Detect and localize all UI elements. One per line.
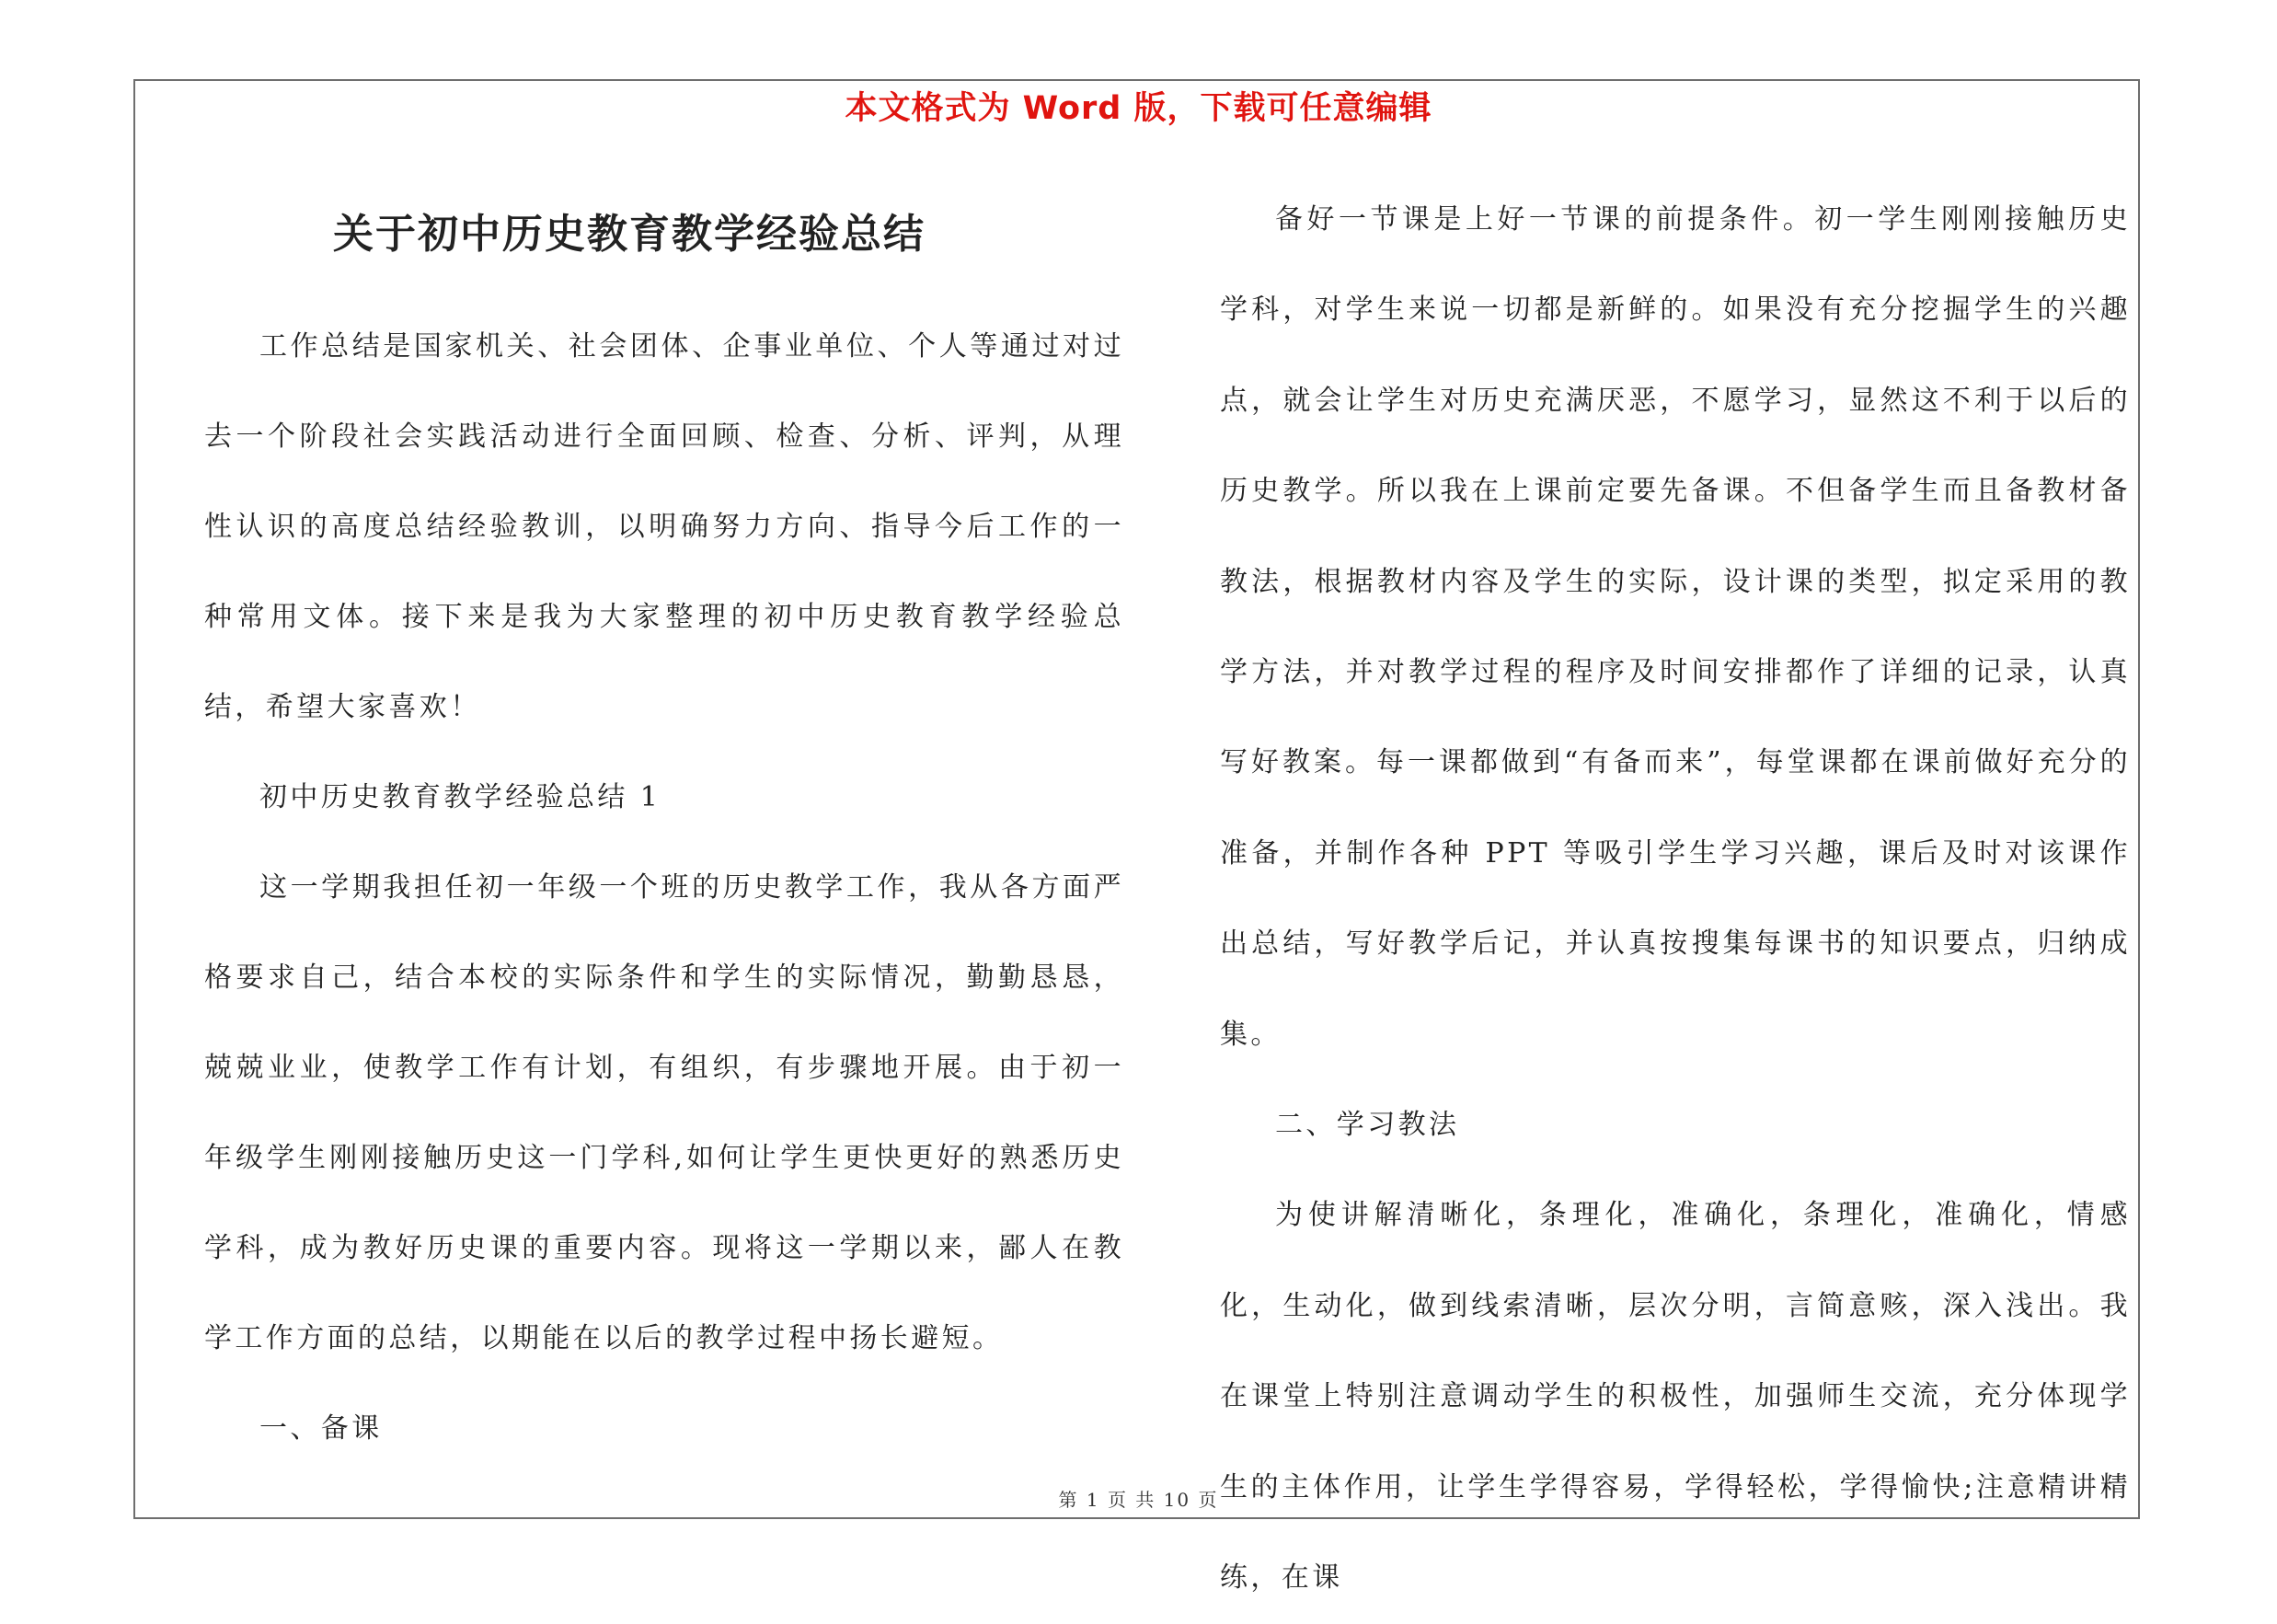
left-column xyxy=(204,184,1124,1474)
section-heading-teaching-method: 二、学习教法 xyxy=(1275,1109,1460,1142)
body-paragraph: 这一学期我担任初一年级一个班的历史教学工作，我从各方面严格要求自己，结合本校的实际条件和学生的实际情况，勤勤恳恳，兢兢业业，使教学工作有计划，有组织，有步骤地开展。由于初一年级学生刚刚接触历史这一门学科,如何让学生更快更好的熟悉历史学科，成为教好历史课的重要内容。现将这一学期以来，鄙人在教学工作方面的总结，以期能在以后的教学过程中扬长避短。 xyxy=(204,871,1124,1354)
section-heading-summary-1: 初中历史教育教学经验总结 1 xyxy=(259,781,661,813)
body-paragraph: 为使讲解清晰化，条理化，准确化，条理化，准确化，情感化，生动化，做到线索清晰，层次分明，言简意赅，深入浅出。我在课堂上特别注意调动学生的积极性，加强师生交流，充分体现学生的主体作用，让学生学得容易，学得轻松，学得愉快;注意精讲精练，在课 xyxy=(1220,1199,2131,1595)
banner-text: 本文格式为 Word 版，下载可任意编辑 xyxy=(845,90,1432,127)
page-counter: 第 1 页 共 10 页 xyxy=(1058,1489,1219,1511)
body-paragraph: 备好一节课是上好一节课的前提条件。初一学生刚刚接触历史学科，对学生来说一切都是新鲜的。如果没有充分挖掘学生的兴趣点，就会让学生对历史充满厌恶，不愿学习，显然这不利于以后的历史教学。所以我在上课前定要先备课。不但备学生而且备教材备教法，根据教材内容及学生的实际，设计课的类型，拟定采用的教学方法，并对教学过程的程序及时间安排都作了详细的记录，认真写好教案。每一课都做到“有备而来”，每堂课都在课前做好充分的准备，并制作各种 PPT 等吸引学生学习兴趣，课后及时对该课作出总结，写好教学后记，并认真按搜集每课书的知识要点，归纳成集。 xyxy=(1220,203,2131,1051)
right-column xyxy=(1220,184,2131,1624)
word-format-banner xyxy=(0,83,2277,138)
intro-paragraph: 工作总结是国家机关、社会团体、企事业单位、个人等通过对过去一个阶段社会实践活动进行全面回顾、检查、分析、评判，从理性认识的高度总结经验教训，以明确努力方向、指导今后工作的一种常用文体。接下来是我为大家整理的初中历史教育教学经验总结，希望大家喜欢！ xyxy=(204,330,1124,723)
section-heading-lesson-prep: 一、备课 xyxy=(259,1412,383,1445)
document-title: 关于初中历史教育教学经验总结 xyxy=(333,211,926,258)
